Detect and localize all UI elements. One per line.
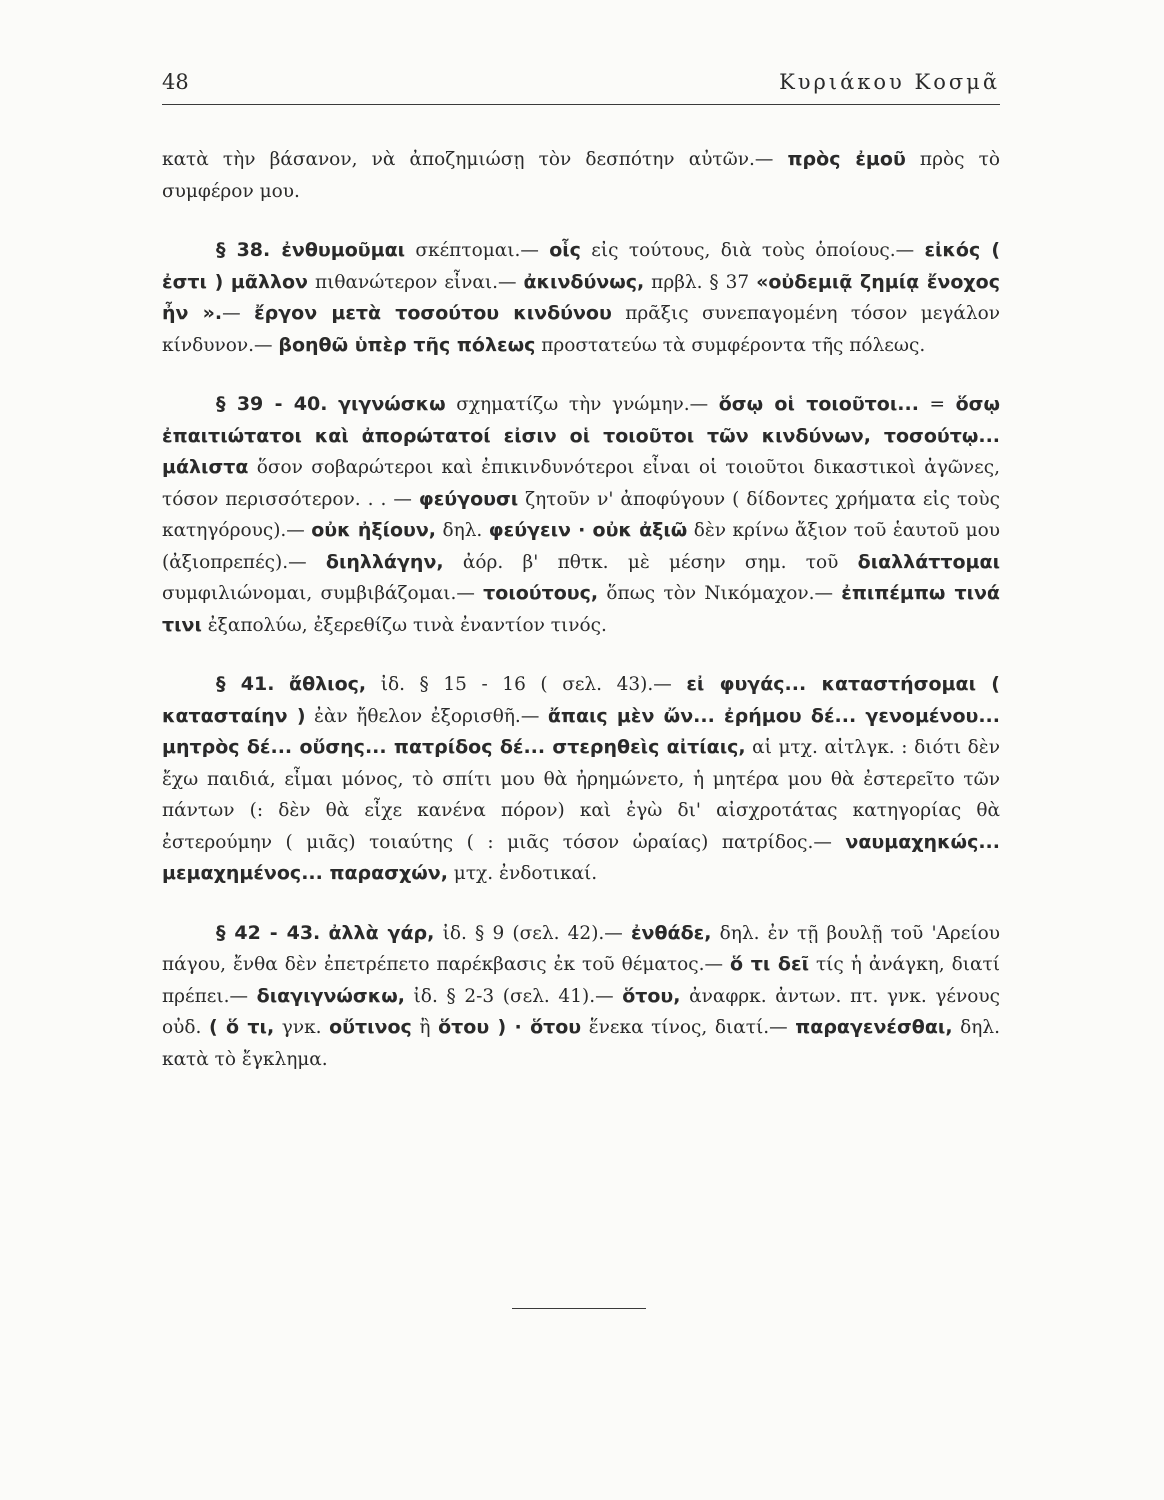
page-header	[162, 70, 1000, 105]
lemma: φεύγειν · οὐκ ἀξιῶ	[488, 519, 688, 541]
lemma: ἀλλὰ γάρ,	[328, 921, 435, 944]
lemma: ἄθλιος,	[289, 673, 367, 695]
lemma: ὅτου ) · ὅτου	[438, 1016, 582, 1038]
lemma: εἰ φυγάς... καταστήσομαι ( κατασταίην )	[162, 673, 1000, 727]
lemma: εἰκός ( ἐστι ) μᾶλλον	[162, 239, 1001, 293]
paragraph-section-41: § 41. ἄθλιος, ἰδ. § 15 - 16 ( σελ. 43).— εἰ φυγάς... καταστήσομαι ( κατασταίην ) ἐὰν ἤθελον ἐξορισθῆ.— ἄπαις μὲν ὤν... ἐρήμου δέ... γενομένου... μητρὸς δέ... οὔσης... πατρίδος δέ... στερηθεὶς αἰτίαις, αἱ μτχ. αἰτλγκ. : διότι δὲν ἔχω παιδιά, εἶμαι μόνος, τὸ σπίτι μου θὰ ἠρημώνετο, ἡ μητέρα μου θὰ ἐστερεῖτο τῶν πάντων (: δὲν θὰ εἶχε κανένα πόρον) καὶ ἐγὼ δι' αἰσχροτάτας κατηγορίας θὰ ἐστερούμην ( μιᾶς) τοιαύτης ( : μιᾶς τόσον ὡραίας) πατρίδος.— ναυμαχηκώς... μεμαχημένος... παρασχών, μτχ. ἐνδοτικαί.	[162, 673, 1000, 884]
lemma: ἄπαις μὲν ὤν... ἐρήμου δέ... γενομένου... μητρὸς δέ... οὔσης... πατρίδος δέ... στερηθεὶς αἰτίαις,	[162, 704, 1000, 758]
lemma: διηλλάγην,	[325, 550, 444, 573]
lemma: ὅτου,	[622, 984, 681, 1007]
lemma: βοηθῶ ὑπὲρ τῆς πόλεως	[278, 333, 536, 356]
lemma: γιγνώσκω	[338, 393, 446, 415]
lemma: «οὐδεμιᾷ ζημίᾳ ἔνοχος ἦν ».	[162, 270, 1000, 324]
lemma: φεύγουσι	[418, 487, 519, 510]
lemma: παραγενέσθαι,	[795, 1016, 953, 1038]
running-head: Κυριάκου Κοσμᾶ	[779, 70, 1000, 94]
end-rule	[512, 1308, 646, 1309]
lemma: ὅσῳ οἱ τοιοῦτοι...	[718, 393, 919, 415]
lemma: διαγιγνώσκω,	[256, 984, 405, 1007]
section-heading: § 42 - 43.	[216, 921, 321, 944]
paragraph-section-42-43: § 42 - 43. ἀλλὰ γάρ, ἰδ. § 9 (σελ. 42).— ἐνθάδε, δηλ. ἐν τῇ βουλῇ τοῦ 'Αρείου πάγου, ἔνθα δὲν ἐπετρέπετο παρέκβασις ἐκ τοῦ θέματος.— ὅ τι δεῖ τίς ἡ ἀνάγκη, διατί πρέπει.— διαγιγνώσκω, ἰδ. § 2-3 (σελ. 41).— ὅτου, ἀναφρκ. ἀντων. πτ. γνκ. γένους οὐδ. ( ὅ τι, γνκ. οὔτινος ἢ ὅτου ) · ὅτου ἕνεκα τίνος, διατί.— παραγενέσθαι, δηλ. κατὰ τὸ ἔγκλημα.	[162, 921, 1000, 1070]
lemma: οὐκ ἠξίουν,	[311, 519, 437, 541]
lemma: ἀκινδύνως,	[523, 270, 645, 293]
lemma: ἐπιπέμπω τινά τινι	[162, 582, 1000, 636]
paragraph-section-39-40: § 39 - 40. γιγνώσκω σχηματίζω τὴν γνώμην.— ὅσῳ οἱ τοιοῦτοι... = ὅσῳ ἐπαιτιώτατοι καὶ ἀπορώτατοί εἰσιν οἱ τοιοῦτοι τῶν κινδύνων, τοσούτῳ... μάλιστα ὅσον σοβαρώτεροι καὶ ἐπικινδυνότεροι εἶναι οἱ τοιοῦτοι δικαστικοὶ ἀγῶνες, τόσον περισσότερον. . . — φεύγουσι ζητοῦν ν' ἀποφύγουν ( δίδοντες χρήματα εἰς τοὺς κατηγόρους).— οὐκ ἠξίουν, δηλ. φεύγειν · οὐκ ἀξιῶ δὲν κρίνω ἄξιον τοῦ ἑαυτοῦ μου (ἀξιοπρεπές).— διηλλάγην, ἀόρ. β' πθτκ. μὲ μέσην σημ. τοῦ διαλλάττομαι συμφιλιώνομαι, συμβιβάζομαι.— τοιούτους, ὅπως τὸν Νικόμαχον.— ἐπιπέμπω τινά τινι ἐξαπολύω, ἐξερεθίζω τινὰ ἐναντίον τινός.	[162, 393, 1001, 636]
paragraph-s37-end: κατὰ τὴν βάσανον, νὰ ἀποζημιώσῃ τὸν δεσπότην αὐτῶν.— πρὸς ἐμοῦ πρὸς τὸ συμφέρον μου.	[162, 148, 1000, 202]
lemma: ἔργον μετὰ τοσούτου κινδύνου	[254, 302, 612, 324]
lemma: ἐνθάδε,	[630, 921, 712, 944]
lemma: ( ὅ τι,	[209, 1016, 275, 1038]
lemma: ὅ τι δεῖ	[729, 953, 809, 975]
page-number: 48	[162, 70, 189, 94]
lemma: οἷς	[549, 239, 581, 261]
commentary-text	[162, 144, 1000, 1075]
lemma: οὔτινος	[329, 1016, 412, 1038]
section-heading: § 39 - 40.	[216, 393, 328, 415]
paragraph-section-38: § 38. ἐνθυμοῦμαι σκέπτομαι.— οἷς εἰς τούτους, διὰ τοὺς ὁποίους.— εἰκός ( ἐστι ) μᾶλλον πιθανώτερον εἶναι.— ἀκινδύνως, πρβλ. § 37 «οὐδεμιᾷ ζημίᾳ ἔνοχος ἦν ».— ἔργον μετὰ τοσούτου κινδύνου πρᾶξις συνεπαγομένη τόσον μεγάλον κίνδυνον.— βοηθῶ ὑπὲρ τῆς πόλεως προστατεύω τὰ συμφέροντα τῆς πόλεως.	[162, 239, 1001, 356]
lemma: τοιούτους,	[483, 582, 599, 604]
lemma: ναυμαχηκώς... μεμαχημένος... παρασχών,	[162, 830, 1000, 884]
lemma: ὅσῳ ἐπαιτιώτατοι καὶ ἀπορώτατοί εἰσιν οἱ τοιοῦτοι τῶν κινδύνων, τοσούτῳ... μάλιστα	[162, 393, 1000, 478]
lemma: πρὸς ἐμοῦ	[787, 148, 906, 170]
section-heading: § 38. ἐνθυμοῦμαι	[216, 239, 406, 261]
lemma: διαλλάττομαι	[857, 550, 1000, 573]
section-heading: § 41.	[216, 673, 275, 695]
